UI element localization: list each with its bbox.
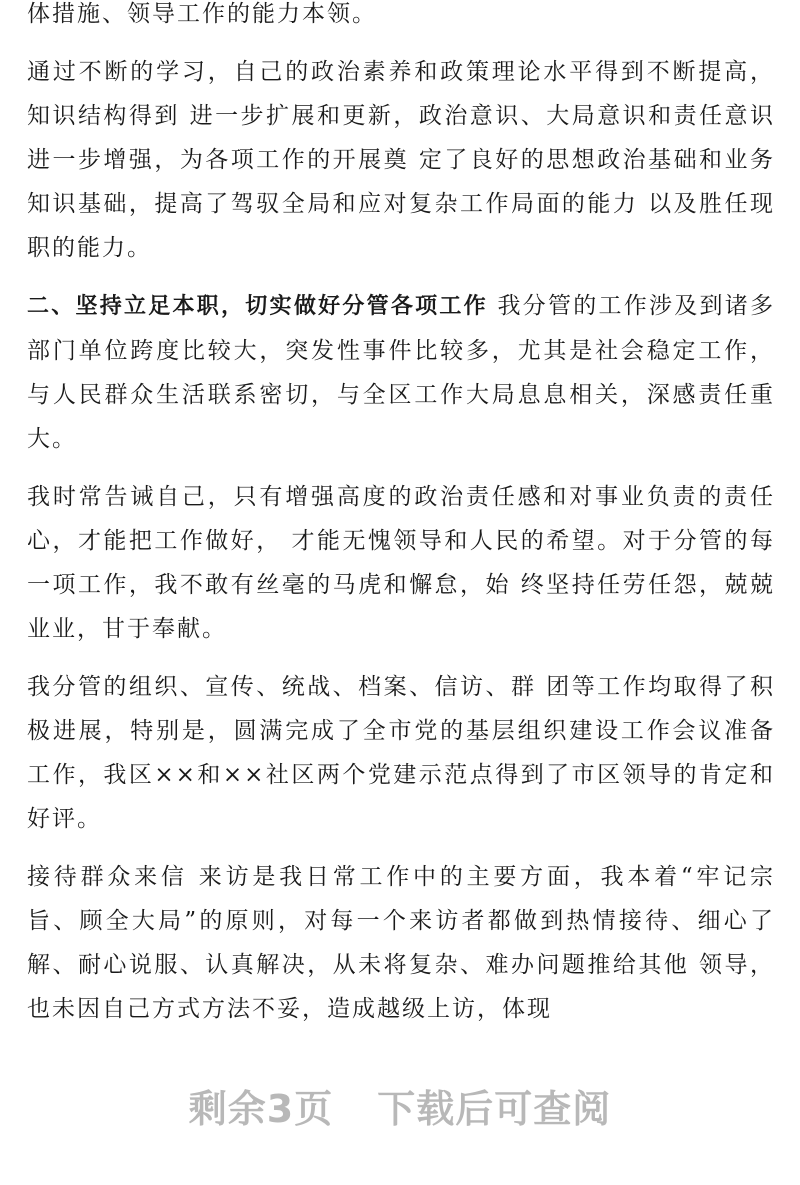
paragraph-1-text: 体措施、领导工作的能力本领。 xyxy=(27,1,377,27)
paragraph-4-text: 我时常告诫自己，只有增强高度的政治责任感和对事业负责的责任心，才能把工作做好， 才能无愧领导和人民的希望。对于分管的每一项工作，我不敢有丝毫的马虎和懈怠，始 终坚持任劳任怨，兢兢业业，甘于奉献。 xyxy=(27,484,775,642)
download-to-view-label: 下载后可查阅 xyxy=(377,1087,612,1131)
paragraph-5 xyxy=(27,665,775,841)
paragraph-4 xyxy=(27,475,775,651)
paragraph-6 xyxy=(27,855,775,1031)
paragraph-3-text: 我分管的工作涉及到诸多部门单位跨度比较大，突发性事件比较多，尤其是社会稳定工作，与人民群众生活联系密切，与全区工作大局息息相关，深感责任重大。 xyxy=(27,293,775,452)
paragraph-2-text: 通过不断的学习，自己的政治素养和政策理论水平得到不断提高，知识结构得到 进一步扩展和更新，政治意识、大局意识和责任意识进一步增强，为各项工作的开展奠 定了良好的思想政治基础和业务知识基础，提高了驾驭全局和应对复杂工作局面的能力 以及胜任现职的能力。 xyxy=(27,59,775,261)
paragraph-2 xyxy=(27,50,775,270)
document-body xyxy=(27,0,775,1045)
remaining-pages-label: 剩余3页 xyxy=(188,1087,334,1131)
paragraph-1 xyxy=(27,0,775,36)
download-prompt-banner[interactable] xyxy=(0,1078,800,1133)
paragraph-5-text: 我分管的组织、宣传、统战、档案、信访、群 团等工作均取得了积极进展，特别是，圆满完成了全市党的基层组织建设工作会议准备工作，我区××和××社区两个党建示范点得到了市区领导的肯定和好评。 xyxy=(27,674,775,832)
paragraph-6-text: 接待群众来信 来访是我日常工作中的主要方面，我本着“牢记宗旨、顾全大局”的原则，对每一个来访者都做到热情接待、细心了解、耐心说服、认真解决，从未将复杂、难办问题推给其他 领导，也未因自己方式方法不妥，造成越级上访，体现 xyxy=(27,864,775,1022)
paragraph-3 xyxy=(27,284,775,461)
section-heading: 二、坚持立足本职，切实做好分管各项工作 xyxy=(27,294,488,319)
